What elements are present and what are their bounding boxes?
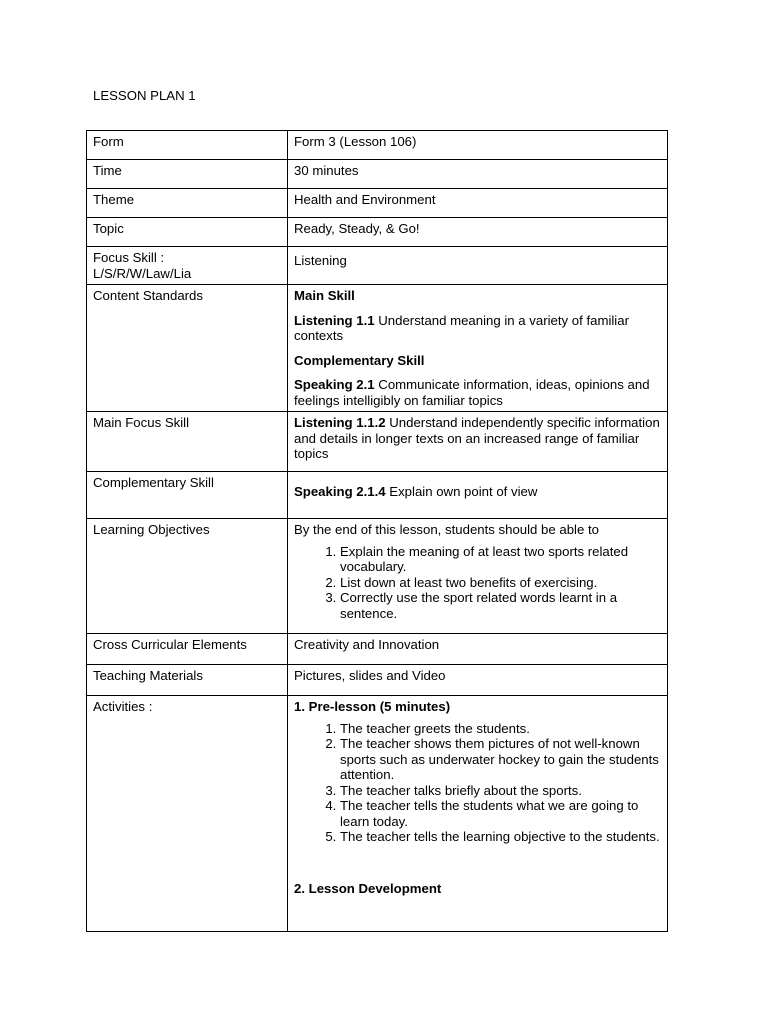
learning-standard (294, 415, 661, 462)
focus-skill-label-line1: Focus Skill : (93, 250, 165, 265)
row-label: Teaching Materials (87, 665, 288, 696)
row-value: Form 3 (Lesson 106) (288, 131, 668, 160)
focus-skill-label-line2: L/S/R/W/Law/Lia (93, 265, 192, 281)
pre-lesson-list (294, 721, 661, 845)
standard-text: Understand independently specific information and details in longer texts on an increased range of familiar topics (294, 415, 660, 461)
list-item: 3. The teacher talks briefly about the sports. (340, 783, 661, 799)
standard-code: Speaking 2.1.4 (294, 484, 386, 499)
standard-code: Speaking 2.1 (294, 377, 375, 392)
list-item: 2. The teacher shows them pictures of not well-known sports such as underwater hockey to gain the students attention. (340, 736, 661, 783)
row-value (288, 247, 668, 285)
row-value: Ready, Steady, & Go! (288, 218, 668, 247)
learning-standard (294, 484, 661, 500)
objectives-intro: By the end of this lesson, students should be able to (294, 522, 599, 537)
row-value: Health and Environment (288, 189, 668, 218)
row-label: Main Focus Skill (87, 412, 288, 472)
row-label: Content Standards (87, 285, 288, 412)
row-value (288, 472, 668, 519)
table-row-form (87, 131, 668, 160)
list-item: 5. The teacher tells the learning objective to the students. (340, 829, 661, 845)
list-item: 3. Correctly use the sport related words learnt in a sentence. (340, 590, 661, 621)
page-title: LESSON PLAN 1 (93, 88, 196, 103)
focus-skill-value: Listening (294, 253, 347, 268)
standard-text: Understand meaning in a variety of familiar contexts (294, 312, 629, 343)
lesson-development-heading: 2. Lesson Development (294, 880, 442, 896)
complementary-skill-standard (294, 377, 661, 408)
table-row-topic (87, 218, 668, 247)
table-row-complementary-skill (87, 472, 668, 519)
row-value (288, 696, 668, 932)
table-row-teaching-materials (87, 665, 668, 696)
list-item: 2. List down at least two benefits of exercising. (340, 575, 661, 591)
row-label: Topic (87, 218, 288, 247)
table-row-learning-objectives (87, 519, 668, 634)
table-row-cross-curricular (87, 634, 668, 665)
row-value: 30 minutes (288, 160, 668, 189)
list-item: 4. The teacher tells the students what we are going to learn today. (340, 798, 661, 829)
standard-text: Communicate information, ideas, opinions and feelings intelligibly on familiar topics (294, 377, 650, 408)
standard-text: Explain own point of view (385, 484, 538, 499)
list-item: 1. Explain the meaning of at least two sports related vocabulary. (340, 544, 661, 575)
row-value: Creativity and Innovation (288, 634, 668, 665)
table-row-content-standards (87, 285, 668, 412)
list-item: 1. The teacher greets the students. (340, 721, 661, 737)
table-row-main-focus-skill (87, 412, 668, 472)
complementary-skill-heading: Complementary Skill (294, 352, 425, 368)
standard-code: Listening 1.1 (294, 312, 375, 328)
row-label: Learning Objectives (87, 519, 288, 634)
row-label: Complementary Skill (87, 472, 288, 519)
main-skill-heading: Main Skill (294, 288, 355, 303)
objectives-list (294, 544, 661, 622)
table-row-activities (87, 696, 668, 932)
lesson-plan-table (86, 130, 668, 932)
row-label (87, 247, 288, 285)
pre-lesson-heading: 1. Pre-lesson (5 minutes) (294, 699, 451, 714)
row-value (288, 519, 668, 634)
table-row-time (87, 160, 668, 189)
table-row-theme (87, 189, 668, 218)
row-label: Cross Curricular Elements (87, 634, 288, 665)
row-value (288, 285, 668, 412)
row-value (288, 412, 668, 472)
row-label: Form (87, 131, 288, 160)
row-label: Theme (87, 189, 288, 218)
row-value: Pictures, slides and Video (288, 665, 668, 696)
row-label: Activities : (87, 696, 288, 932)
table-row-focus-skill (87, 247, 668, 285)
main-skill-standard (294, 313, 661, 344)
standard-code: Listening 1.1.2 (294, 415, 386, 430)
row-label: Time (87, 160, 288, 189)
